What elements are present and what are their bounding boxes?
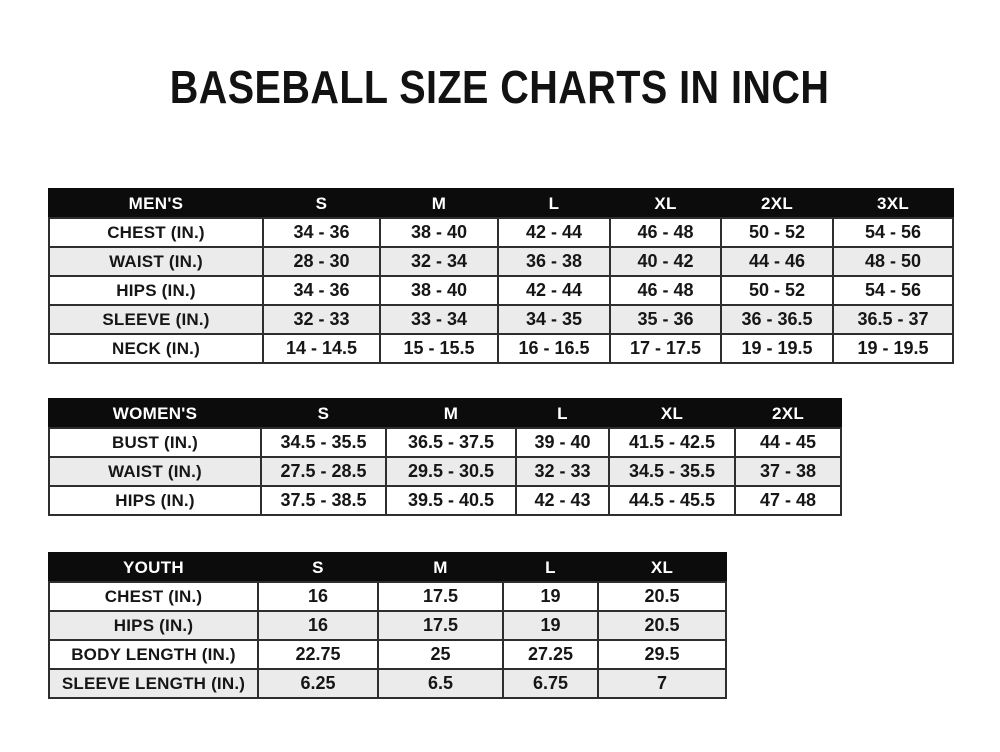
youth-table-row (49, 669, 726, 698)
womens-value-cell: 44 - 45 (735, 428, 841, 457)
womens-value-cell: 37.5 - 38.5 (261, 486, 386, 515)
mens-value-cell: 19 - 19.5 (833, 334, 953, 363)
womens-table-row (49, 457, 841, 486)
womens-value-cell: 39 - 40 (516, 428, 609, 457)
mens-value-cell: 40 - 42 (610, 247, 721, 276)
mens-value-cell: 34 - 36 (263, 276, 380, 305)
mens-row-label-cell: WAIST (IN.) (49, 247, 263, 276)
mens-size-header-cell: S (263, 189, 380, 218)
youth-value-cell: 16 (258, 611, 378, 640)
youth-size-header-cell: XL (598, 553, 726, 582)
mens-value-cell: 54 - 56 (833, 276, 953, 305)
mens-value-cell: 15 - 15.5 (380, 334, 498, 363)
womens-size-header-cell: S (261, 399, 386, 428)
youth-header-row (49, 553, 726, 582)
youth-value-cell: 19 (503, 582, 598, 611)
womens-row-label-cell: HIPS (IN.) (49, 486, 261, 515)
womens-size-header-cell: M (386, 399, 516, 428)
mens-table-row (49, 218, 953, 247)
youth-value-cell: 19 (503, 611, 598, 640)
youth-size-header-cell: S (258, 553, 378, 582)
mens-value-cell: 17 - 17.5 (610, 334, 721, 363)
mens-value-cell: 46 - 48 (610, 276, 721, 305)
youth-value-cell: 22.75 (258, 640, 378, 669)
mens-size-header-cell: L (498, 189, 610, 218)
youth-table-row (49, 611, 726, 640)
mens-value-cell: 34 - 35 (498, 305, 610, 334)
mens-size-header-cell: M (380, 189, 498, 218)
youth-value-cell: 6.75 (503, 669, 598, 698)
womens-row-label-cell: BUST (IN.) (49, 428, 261, 457)
mens-value-cell: 36.5 - 37 (833, 305, 953, 334)
mens-size-table (48, 188, 954, 364)
mens-value-cell: 32 - 34 (380, 247, 498, 276)
mens-row-label-cell: HIPS (IN.) (49, 276, 263, 305)
womens-value-cell: 41.5 - 42.5 (609, 428, 735, 457)
mens-table-row (49, 276, 953, 305)
youth-table-row (49, 582, 726, 611)
womens-table-row (49, 428, 841, 457)
youth-size-table (48, 552, 727, 699)
mens-row-label-cell: CHEST (IN.) (49, 218, 263, 247)
mens-value-cell: 36 - 36.5 (721, 305, 833, 334)
womens-value-cell: 44.5 - 45.5 (609, 486, 735, 515)
youth-row-label-cell: BODY LENGTH (IN.) (49, 640, 258, 669)
womens-group-header-cell: WOMEN'S (49, 399, 261, 428)
youth-value-cell: 6.25 (258, 669, 378, 698)
womens-value-cell: 34.5 - 35.5 (609, 457, 735, 486)
womens-size-table (48, 398, 842, 516)
mens-value-cell: 36 - 38 (498, 247, 610, 276)
mens-value-cell: 32 - 33 (263, 305, 380, 334)
womens-table-row (49, 486, 841, 515)
womens-value-cell: 36.5 - 37.5 (386, 428, 516, 457)
womens-size-header-cell: L (516, 399, 609, 428)
mens-value-cell: 38 - 40 (380, 276, 498, 305)
womens-value-cell: 42 - 43 (516, 486, 609, 515)
youth-row-label-cell: SLEEVE LENGTH (IN.) (49, 669, 258, 698)
womens-value-cell: 29.5 - 30.5 (386, 457, 516, 486)
mens-row-label-cell: SLEEVE (IN.) (49, 305, 263, 334)
youth-value-cell: 20.5 (598, 582, 726, 611)
mens-value-cell: 42 - 44 (498, 218, 610, 247)
youth-group-header-cell: YOUTH (49, 553, 258, 582)
mens-row-label-cell: NECK (IN.) (49, 334, 263, 363)
youth-value-cell: 6.5 (378, 669, 503, 698)
mens-size-header-cell: 2XL (721, 189, 833, 218)
womens-size-header-cell: XL (609, 399, 735, 428)
mens-value-cell: 50 - 52 (721, 218, 833, 247)
mens-group-header-cell: MEN'S (49, 189, 263, 218)
womens-value-cell: 27.5 - 28.5 (261, 457, 386, 486)
mens-table-row (49, 334, 953, 363)
womens-value-cell: 32 - 33 (516, 457, 609, 486)
womens-header-row (49, 399, 841, 428)
youth-value-cell: 29.5 (598, 640, 726, 669)
mens-value-cell: 48 - 50 (833, 247, 953, 276)
youth-value-cell: 20.5 (598, 611, 726, 640)
youth-value-cell: 7 (598, 669, 726, 698)
mens-table-row (49, 247, 953, 276)
mens-size-header-cell: 3XL (833, 189, 953, 218)
youth-value-cell: 16 (258, 582, 378, 611)
mens-value-cell: 16 - 16.5 (498, 334, 610, 363)
womens-value-cell: 39.5 - 40.5 (386, 486, 516, 515)
youth-size-header-cell: M (378, 553, 503, 582)
mens-value-cell: 46 - 48 (610, 218, 721, 247)
mens-table-row (49, 305, 953, 334)
mens-value-cell: 34 - 36 (263, 218, 380, 247)
youth-table-row (49, 640, 726, 669)
youth-row-label-cell: HIPS (IN.) (49, 611, 258, 640)
youth-value-cell: 25 (378, 640, 503, 669)
youth-size-header-cell: L (503, 553, 598, 582)
mens-value-cell: 33 - 34 (380, 305, 498, 334)
womens-value-cell: 34.5 - 35.5 (261, 428, 386, 457)
mens-value-cell: 54 - 56 (833, 218, 953, 247)
womens-size-header-cell: 2XL (735, 399, 841, 428)
youth-row-label-cell: CHEST (IN.) (49, 582, 258, 611)
mens-value-cell: 42 - 44 (498, 276, 610, 305)
mens-size-header-cell: XL (610, 189, 721, 218)
page-title (0, 62, 1000, 113)
mens-value-cell: 38 - 40 (380, 218, 498, 247)
mens-value-cell: 35 - 36 (610, 305, 721, 334)
mens-value-cell: 19 - 19.5 (721, 334, 833, 363)
mens-value-cell: 28 - 30 (263, 247, 380, 276)
mens-value-cell: 14 - 14.5 (263, 334, 380, 363)
youth-value-cell: 17.5 (378, 582, 503, 611)
page-title-text: BASEBALL SIZE CHARTS IN INCH (170, 61, 830, 113)
youth-value-cell: 17.5 (378, 611, 503, 640)
womens-value-cell: 37 - 38 (735, 457, 841, 486)
youth-value-cell: 27.25 (503, 640, 598, 669)
womens-row-label-cell: WAIST (IN.) (49, 457, 261, 486)
womens-value-cell: 47 - 48 (735, 486, 841, 515)
mens-value-cell: 50 - 52 (721, 276, 833, 305)
mens-value-cell: 44 - 46 (721, 247, 833, 276)
mens-header-row (49, 189, 953, 218)
